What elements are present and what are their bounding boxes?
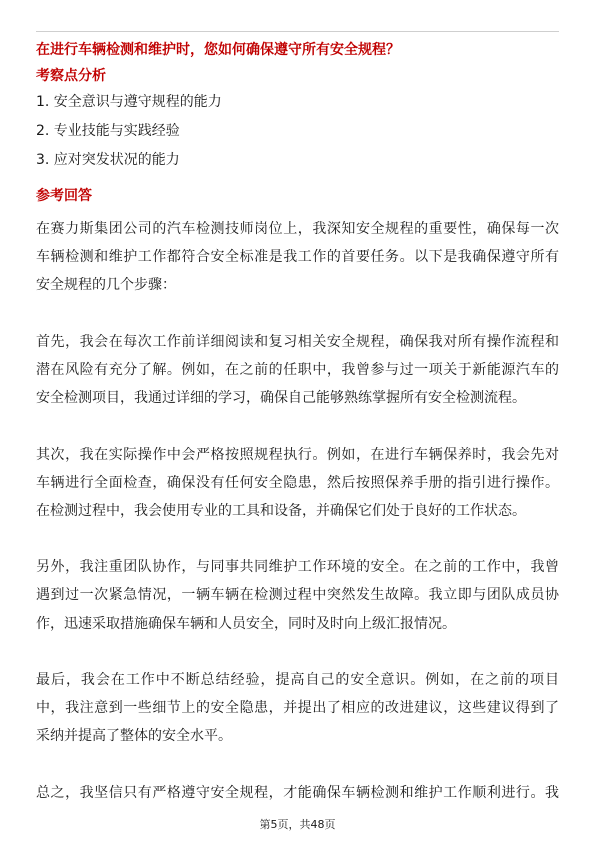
analysis-list <box>36 92 222 179</box>
answer-paragraph <box>36 328 559 413</box>
paragraph-line: 另外，我注重团队协作，与同事共同维护工作环境的安全。在之前的工作中，我曾 <box>36 559 559 576</box>
paragraph-line: 安全规程的几个步骤： <box>36 277 176 294</box>
answer-paragraph <box>36 779 559 807</box>
list-item: 2. 专业技能与实践经验 <box>36 123 180 139</box>
paragraph-line: 其次，我在实际操作中会严格按照规程执行。例如，在进行车辆保养时，我会先对 <box>36 446 559 463</box>
page-number: 第5页，共48页 <box>259 818 336 831</box>
list-item: 1. 安全意识与遵守规程的能力 <box>36 94 222 110</box>
paragraph-line: 车辆进行全面检查，确保没有任何安全隐患，然后按照保养手册的指引进行操作。 <box>36 474 559 491</box>
answer-paragraph <box>36 215 559 300</box>
paragraph-line: 在赛力斯集团公司的汽车检测技师岗位上，我深知安全规程的重要性，确保每一次 <box>36 221 559 237</box>
top-divider <box>36 31 559 32</box>
question-title: 在进行车辆检测和维护时，您如何确保遵守所有安全规程？ <box>36 42 400 58</box>
paragraph-line: 遇到过一次紧急情况，一辆车辆在检测过程中突然发生故障。我立即与团队成员协 <box>36 587 559 604</box>
paragraph-line: 最后，我会在工作中不断总结经验，提高自己的安全意识。例如，在之前的项目 <box>36 672 559 688</box>
answer-paragraph <box>36 441 559 526</box>
paragraph-line: 潜在风险有充分了解。例如，在之前的任职中，我曾参与过一项关于新能源汽车的 <box>36 361 559 378</box>
paragraph-line: 安全检测项目，我通过详细的学习，确保自己能够熟练掌握所有安全检测流程。 <box>36 390 526 407</box>
list-item: 3. 应对突发状况的能力 <box>36 152 180 168</box>
paragraph-line: 车辆检测和维护工作都符合安全标准是我工作的首要任务。以下是我确保遵守所有 <box>36 249 559 266</box>
paragraph-line: 采纳并提高了整体的安全水平。 <box>36 728 232 745</box>
paragraph-line: 总之，我坚信只有严格遵守安全规程，才能确保车辆检测和维护工作顺利进行。我 <box>36 784 559 801</box>
paragraph-line: 作，迅速采取措施确保车辆和人员安全，同时及时向上级汇报情况。 <box>36 615 456 632</box>
answer-body <box>36 215 559 807</box>
paragraph-line: 在检测过程中，我会使用专业的工具和设备，并确保它们处于良好的工作状态。 <box>36 502 526 519</box>
answer-heading: 参考回答 <box>36 188 92 204</box>
answer-paragraph <box>36 553 559 638</box>
answer-paragraph <box>36 666 559 751</box>
analysis-heading: 考察点分析 <box>36 68 106 84</box>
paragraph-line: 首先，我会在每次工作前详细阅读和复习相关安全规程，确保我对所有操作流程和 <box>36 333 559 350</box>
paragraph-line: 中，我注意到一些细节上的安全隐患，并提出了相应的改进建议，这些建议得到了 <box>36 700 559 717</box>
